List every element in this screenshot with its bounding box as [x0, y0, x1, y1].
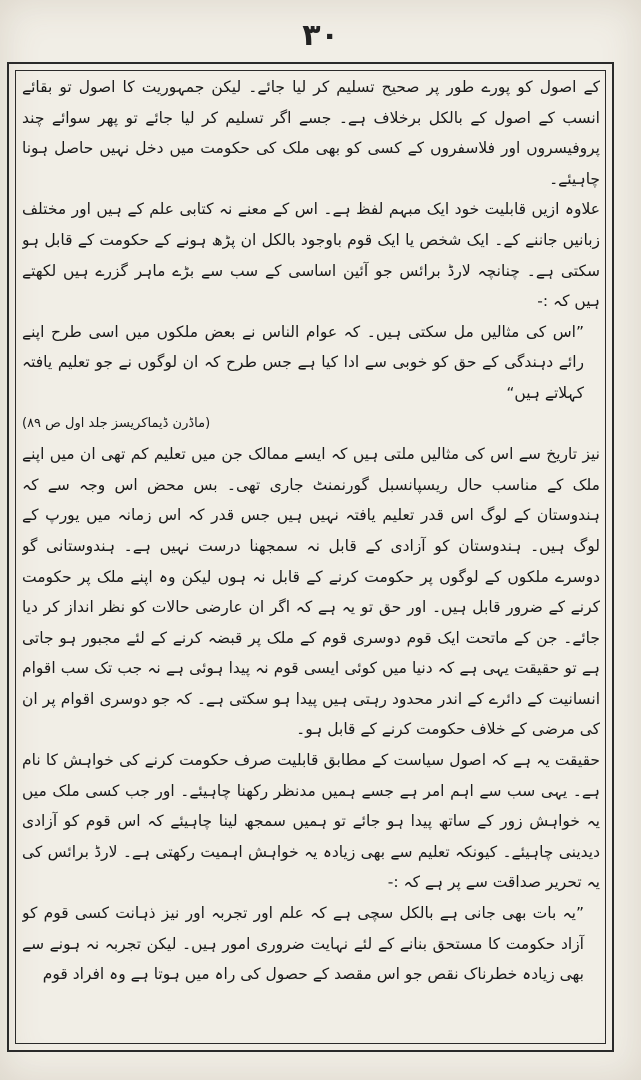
paragraph-1: کے اصول کو پورے طور پر صحیح تسلیم کر لیا جائے۔ لیکن جمہوریت کا اصول تو بقائے انسب کے اصول کے بالکل برخلاف ہے۔ جسے اگر تسلیم کر لیا جائے تو پھر سوائے چند پروفیسروں اور فلاسفروں کے کسی کو بھی ملک کی حکومت میں دخل نہیں حاصل ہونا چاہیئے۔	[22, 78, 600, 188]
page-number: ۳۰	[302, 18, 339, 53]
block-quote	[22, 317, 584, 439]
closing-quote: ”یہ بات بھی جانی ہے بالکل سچی ہے کہ علم اور تجربہ اور نیز ذہانت کسی قوم کو آزاد حکومت کا مستحق بنانے کے لئے نہایت ضروری امور ہیں۔ لیکن تجربہ نہ ہونے سے بھی زیادہ خطرناک نقص جو اس مقصد کے حصول کی راہ میں ہوتا ہے وہ افراد قوم	[22, 904, 584, 984]
body-text	[22, 72, 600, 1037]
quote-citation: (ماڈرن ڈیماکریسز جلد اول ص ۸۹)	[22, 415, 211, 431]
quote-text: ”اس کی مثالیں مل سکتی ہیں۔ کہ عوام الناس نے بعض ملکوں میں اسی طرح اپنے رائے دہندگی کے حق کو خوبی سے ادا کیا ہے جس طرح کہ ان لوگوں نے جو تعلیم یافتہ کہلاتے ہیں“	[22, 322, 584, 402]
paragraph-4: حقیقت یہ ہے کہ اصول سیاست کے مطابق قابلیت صرف حکومت کرنے کی خواہش کا نام ہے۔ یہی سب سے اہم امر ہے جسے ہمیں مدنظر رکھنا چاہیئے۔ اور جب کسی ملک میں یہ خواہش زور کے ساتھ پیدا ہو جائے تو ہمیں سمجھ لینا چاہیئے کہ اس قوم کو آزادی دیدینی چاہیئے۔ کیونکہ تعلیم سے بھی زیادہ یہ خواہش اہمیت رکھتی ہے۔ لارڈ برائس کی یہ تحریر صداقت سے پر ہے کہ :-	[22, 751, 600, 892]
paragraph-2: علاوہ ازیں قابلیت خود ایک مبہم لفظ ہے۔ اس کے معنے نہ کتابی علم کے ہیں اور مختلف زبانیں جاننے کے۔ ایک شخص یا ایک قوم باوجود بالکل ان پڑھ ہونے کے حکومت کے قابل ہو سکتی ہے۔ چنانچہ لارڈ برائس جو آئین اساسی کے سب سے بڑے ماہر گزرے ہیں لکھتے ہیں کہ :-	[22, 200, 600, 311]
paragraph-3: نیز تاریخ سے اس کی مثالیں ملتی ہیں کہ ایسے ممالک جن میں تعلیم کم تھی ان میں اپنے ملک کے مناسب حال ریسپانسبل گورنمنٹ جاری تھی۔ بس محض اس وجہ سے کہ ہندوستان کے لوگ اس قدر تعلیم یافتہ نہیں ہیں جس قدر کہ اس زمانہ میں یورپ کے لوگ ہیں۔ ہندوستان کو آزادی کے قابل نہ سمجھنا درست نہیں ہے۔ ہندوستانی گو دوسرے ملکوں کے لوگوں پر حکومت کرنے کے قابل نہ ہوں لیکن وہ اپنے ملک پر حکومت کرنے کے ضرور قابل ہیں۔ اور حق تو یہ ہے کہ اگر ان عارضی حالات کو نظر انداز کر دیا جائے۔ جن کے ماتحت ایک قوم دوسری قوم کے ملک پر قبضہ کرنے کے لئے مجبور ہو جاتی ہے تو حقیقت یہی ہے کہ دنیا میں کوئی ایسی قوم نہ پیدا ہوئی ہے نہ جب تک سب اقوام انسانیت کے دائرے کے اندر محدود رہتی ہیں پیدا ہو سکتی ہے۔ کہ جو دوسری اقوام پر ان کی مرضی کے خلاف حکومت کرنے کے قابل ہو۔	[22, 445, 600, 739]
